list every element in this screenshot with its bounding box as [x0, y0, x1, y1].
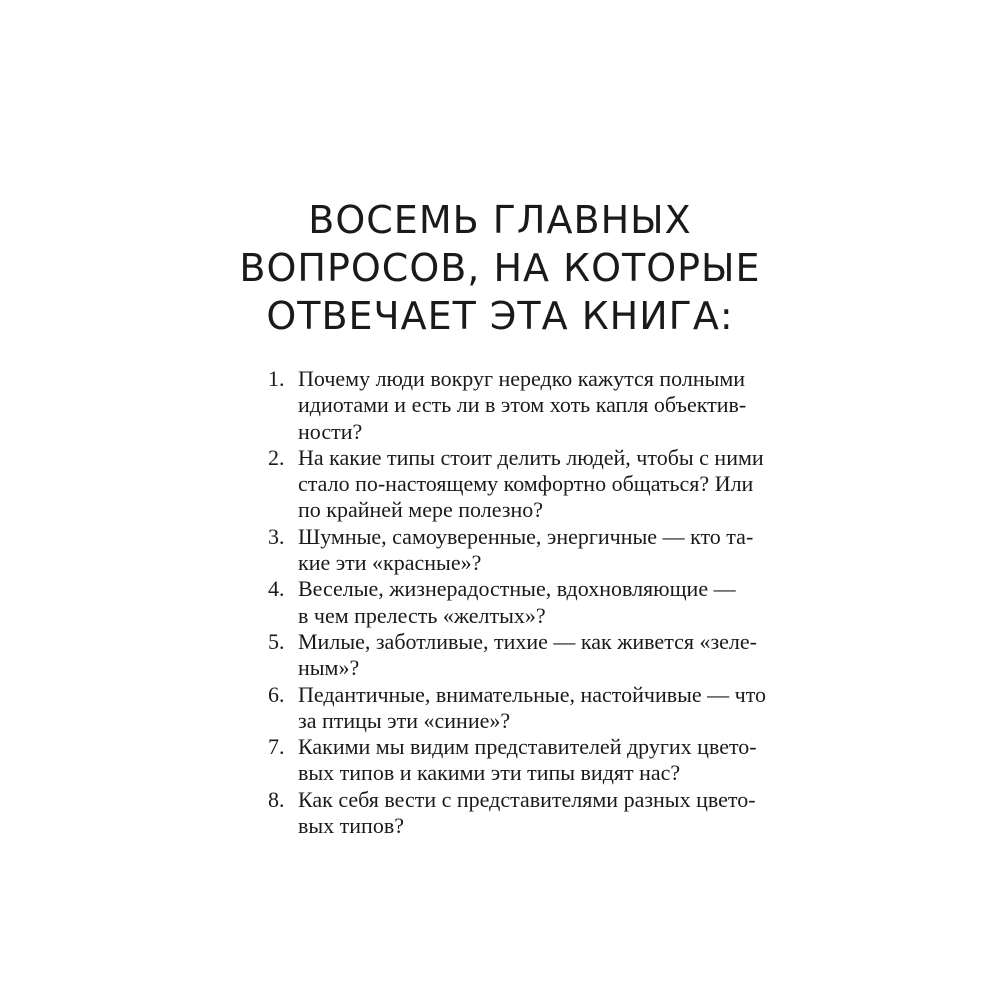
text-line: идиотами и есть ли в этом хоть капля объектив-	[298, 392, 747, 418]
item-text	[298, 734, 757, 787]
item-text	[298, 524, 753, 577]
item-number: 3.	[268, 523, 285, 549]
text-line: Педантичные, внимательные, настойчивые — что	[298, 681, 767, 707]
text-line: в чем прелесть «желтых»?	[298, 602, 546, 628]
item-text	[298, 787, 756, 840]
item-number: 4.	[268, 576, 285, 602]
text-line: На какие типы стоит делить людей, чтобы с ними	[298, 444, 764, 470]
item-number: 5.	[268, 628, 285, 654]
text-line: Как себя вести с представителями разных цвето-	[298, 786, 756, 812]
list-item	[268, 523, 754, 577]
list-item	[268, 366, 747, 445]
title-line: ВОПРОСОВ, НА КОТОРЫЕ	[239, 246, 761, 290]
list-item	[268, 576, 738, 629]
text-line: по крайней мере полезно?	[298, 497, 543, 523]
list-item	[268, 628, 757, 682]
item-text	[298, 682, 766, 735]
item-text	[298, 576, 738, 629]
list-item	[268, 444, 764, 524]
text-line: за птицы эти «синие»?	[298, 707, 511, 733]
item-text	[298, 445, 764, 524]
text-line: ным»?	[298, 655, 360, 681]
item-text	[298, 366, 746, 445]
text-line: Веселые, жизнерадостные, вдохновляющие —	[298, 576, 736, 602]
questions-list	[268, 366, 767, 839]
item-number: 7.	[268, 734, 285, 760]
title-line: ОТВЕЧАЕТ ЭТА КНИГА:	[266, 294, 734, 338]
text-line: Милые, заботливые, тихие — как живется «зеле-	[298, 628, 757, 654]
item-text	[298, 629, 757, 682]
list-item	[268, 734, 757, 787]
list-item	[268, 786, 756, 840]
text-line: ности?	[298, 418, 363, 444]
text-line: стало по-настоящему комфортно общаться? Или	[298, 471, 754, 497]
text-line: Почему люди вокруг нередко кажутся полными	[298, 366, 746, 391]
text-line: Какими мы видим представителей других цвето-	[298, 734, 757, 760]
title-line: ВОСЕМЬ ГЛАВНЫХ	[308, 198, 692, 242]
item-number: 8.	[268, 786, 285, 812]
item-number: 1.	[268, 366, 285, 391]
item-number: 6.	[268, 681, 285, 707]
list-item	[268, 681, 767, 735]
text-line: вых типов?	[298, 813, 404, 839]
text-line: кие эти «красные»?	[298, 550, 482, 576]
item-number: 2.	[268, 444, 285, 470]
text-line: вых типов и какими эти типы видят нас?	[298, 760, 681, 786]
page-title	[0, 196, 1000, 340]
text-line: Шумные, самоуверенные, энергичные — кто та-	[298, 523, 754, 549]
